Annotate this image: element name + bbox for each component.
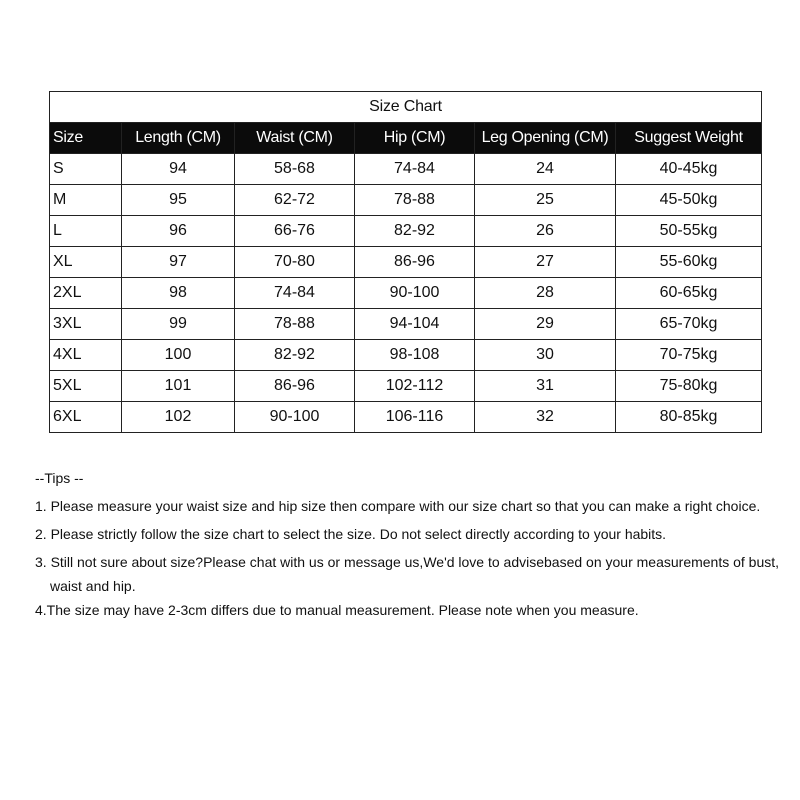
table-row (50, 340, 762, 371)
cell-leg-opening: 30 (475, 340, 616, 371)
cell-waist: 70-80 (235, 247, 355, 278)
cell-hip: 86-96 (355, 247, 475, 278)
cell-suggest-weight: 60-65kg (616, 278, 762, 309)
cell-leg-opening: 24 (475, 154, 616, 185)
cell-waist: 78-88 (235, 309, 355, 340)
cell-size: S (50, 154, 122, 185)
cell-hip: 94-104 (355, 309, 475, 340)
cell-size: 5XL (50, 371, 122, 402)
cell-leg-opening: 26 (475, 216, 616, 247)
cell-length: 100 (122, 340, 235, 371)
table-row (50, 185, 762, 216)
cell-hip: 90-100 (355, 278, 475, 309)
cell-leg-opening: 27 (475, 247, 616, 278)
cell-size: XL (50, 247, 122, 278)
cell-length: 94 (122, 154, 235, 185)
tip-item-1: 1. Please measure your waist size and hip size then compare with our size chart so that you can make a right choice. (35, 498, 761, 514)
size-chart-table (49, 91, 762, 433)
size-chart-title-row (50, 92, 762, 123)
cell-length: 98 (122, 278, 235, 309)
cell-size: 6XL (50, 402, 122, 433)
cell-hip: 82-92 (355, 216, 475, 247)
tip-item-4: 4.The size may have 2-3cm differs due to manual measurement. Please note when you measure. (35, 602, 639, 618)
column-header-size: Size (50, 123, 122, 154)
cell-hip: 102-112 (355, 371, 475, 402)
cell-suggest-weight: 50-55kg (616, 216, 762, 247)
cell-waist: 62-72 (235, 185, 355, 216)
column-header-leg-opening: Leg Opening (CM) (475, 123, 616, 154)
cell-hip: 98-108 (355, 340, 475, 371)
table-row (50, 247, 762, 278)
cell-suggest-weight: 45-50kg (616, 185, 762, 216)
table-row (50, 154, 762, 185)
cell-length: 99 (122, 309, 235, 340)
cell-suggest-weight: 80-85kg (616, 402, 762, 433)
cell-leg-opening: 32 (475, 402, 616, 433)
cell-waist: 90-100 (235, 402, 355, 433)
cell-leg-opening: 31 (475, 371, 616, 402)
cell-waist: 82-92 (235, 340, 355, 371)
tips-section (35, 466, 790, 626)
cell-size: L (50, 216, 122, 247)
cell-hip: 78-88 (355, 185, 475, 216)
column-header-length: Length (CM) (122, 123, 235, 154)
tips-title: --Tips -- (35, 470, 84, 486)
tip-item-2: 2. Please strictly follow the size chart to select the size. Do not select directly according to your habits. (35, 526, 667, 542)
cell-length: 102 (122, 402, 235, 433)
cell-waist: 86-96 (235, 371, 355, 402)
cell-length: 97 (122, 247, 235, 278)
cell-size: 3XL (50, 309, 122, 340)
cell-size: 2XL (50, 278, 122, 309)
table-row (50, 402, 762, 433)
cell-suggest-weight: 75-80kg (616, 371, 762, 402)
cell-size: 4XL (50, 340, 122, 371)
size-chart (49, 91, 761, 433)
cell-length: 101 (122, 371, 235, 402)
column-header-suggest-weight: Suggest Weight (616, 123, 762, 154)
table-row (50, 216, 762, 247)
cell-waist: 74-84 (235, 278, 355, 309)
table-row (50, 371, 762, 402)
cell-waist: 58-68 (235, 154, 355, 185)
cell-suggest-weight: 55-60kg (616, 247, 762, 278)
cell-suggest-weight: 40-45kg (616, 154, 762, 185)
cell-hip: 106-116 (355, 402, 475, 433)
tip-item-3: 3. Still not sure about size?Please chat with us or message us,We'd love to advisebased on your measurements of bust, waist and hip. (35, 554, 780, 594)
cell-waist: 66-76 (235, 216, 355, 247)
cell-suggest-weight: 70-75kg (616, 340, 762, 371)
column-header-hip: Hip (CM) (355, 123, 475, 154)
cell-leg-opening: 28 (475, 278, 616, 309)
cell-length: 95 (122, 185, 235, 216)
cell-suggest-weight: 65-70kg (616, 309, 762, 340)
table-row (50, 309, 762, 340)
cell-size: M (50, 185, 122, 216)
cell-length: 96 (122, 216, 235, 247)
column-header-waist: Waist (CM) (235, 123, 355, 154)
cell-leg-opening: 29 (475, 309, 616, 340)
table-header-row (50, 123, 762, 154)
table-row (50, 278, 762, 309)
cell-leg-opening: 25 (475, 185, 616, 216)
size-chart-title: Size Chart (50, 92, 762, 123)
cell-hip: 74-84 (355, 154, 475, 185)
